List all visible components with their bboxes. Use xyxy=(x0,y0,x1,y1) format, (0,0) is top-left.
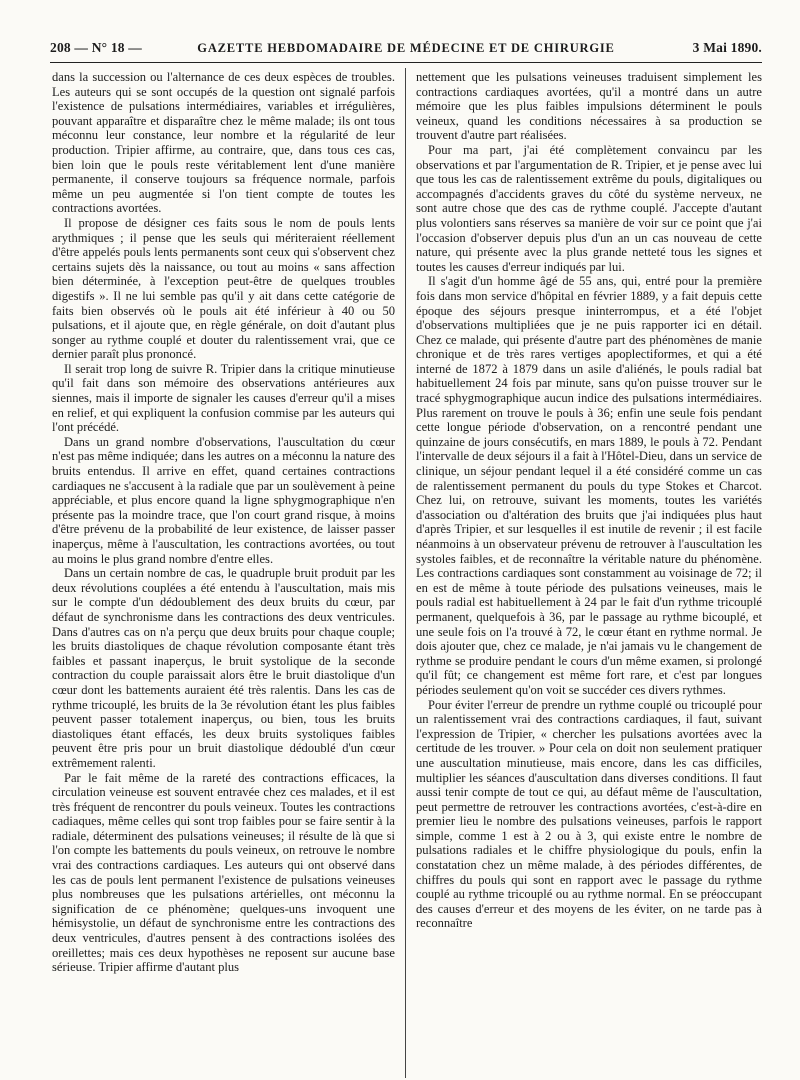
paragraph: dans la succession ou l'alternance de ces deux espèces de troubles. Les auteurs qui se sont occupés de la question ont signalé parfois l'existence de pulsations intermédiaires, variables et irrégulières, pouvant apparaître et disparaître chez le même malade; ils ont tous méconnu leur constance, leur nombre et la régularité de leur production. Tripier affirme, au contraire, que, dans tous ces cas, bien loin que le pouls reste véritablement lent d'une manière permanente, il conserve toujours sa fréquence normale, parfois même un peu augmentée si l'on tient compte de toutes les contractions avortées. xyxy=(52,70,395,216)
paragraph: Pour ma part, j'ai été complètement convaincu par les observations et par l'argumentation de R. Tripier, et je pense avec lui que tous les cas de ralentissement extrême du pouls, digitaliques ou accompagnés d'accidents graves du côté du système nerveux, ne sont autre chose que des cas de rythme couplé. J'accepte d'autant plus volontiers sans réserves sa manière de voir sur ce point que j'ai l'occasion d'observer depuis plus d'un an un cas nouveau de cette nature, qui présente avec la plus grande netteté tous les signes et toutes les causes d'erreur indiqués par lui. xyxy=(416,142,762,274)
left-column xyxy=(52,70,395,1078)
page-number-issue: 208 — N° 18 — xyxy=(50,40,142,55)
paragraph: Il serait trop long de suivre R. Tripier dans la critique minutieuse qu'il fait dans son mémoire des observations antérieures aux siennes, mais il importe de signaler les causes d'erreur qu'il a mises en relief, et qui expliquent la confusion commise par les auteurs qui l'ont précédé. xyxy=(52,361,395,435)
paragraph: Il s'agit d'un homme âgé de 55 ans, qui, entré pour la première fois dans mon service d'hôpital en février 1889, y a fait depuis cette époque des séjours presque ininterrompus, et a été l'objet d'observations multipliées que je ne puis rapporter ici en détail. Chez ce malade, qui présente d'autre part des phénomènes de manie chronique et de très rares vertiges apoplectiformes, et qui a été interné de 1872 à 1879 dans un asile d'aliénés, le pouls radial bat habituellement 24 fois par minute, sans qu'on puisse trouver sur le tracé sphygmographique aucun indice des pulsations intermédiaires. Plus rarement on trouve le pouls à 36; enfin une seule fois pendant cette longue période d'observation, on a rencontré pendant une quinzaine de jours consécutifs, en mars 1889, le pouls à 72. Pendant l'intervalle de deux séjours il a fait à l'Hôtel-Dieu, dans un service de clinique, un séjour pendant lequel il a été considéré comme un cas de ralentissement permanent du pouls du type Stokes et Charcot. Chez lui, on retrouve, suivant les moments, toutes les variétés d'association ou d'altération des bruits que j'ai indiquées plus haut d'après Tripier, et sur lesquelles il est inutile de revenir ; il est facile néanmoins à un observateur prévenu de retrouver à l'auscultation les systoles faibles, et de reconnaître la véritable nature du phénomène. Les contractions cardiaques sont constamment au voisinage de 72; il en est de même à toute période des pulsations veineuses, mais le pouls radial est habituellement à 24 par le fait d'un rythme tricouplé permanent, quelquefois à 36, par le passage au rythme bicouplé, et une seule fois on l'a trouvé à 72, le cœur étant en rythme normal. Je dois ajouter que, chez ce malade, je n'ai jamais vu le changement de rythme se produire pendant le cours d'un même examen, si prolongé qu'il fût; ce changement est même fort rare, et c'est par longues périodes seulement qu'on voit se succéder ces divers rythmes. xyxy=(416,274,762,697)
right-column xyxy=(416,70,762,1078)
paragraph: nettement que les pulsations veineuses traduisent simplement les contractions cardiaques avortées, qu'il a montré dans un autre mémoire que les plus faibles impulsions déterminent le pouls veineux, quand les conditions nécessaires à sa production se trouvent d'autre part réalisées. xyxy=(416,70,762,143)
running-header xyxy=(50,38,762,58)
paragraph: Par le fait même de la rareté des contractions efficaces, la circulation veineuse est souvent entravée chez ces malades, et il est très fréquent de rencontrer du pouls veineux. Toutes les contractions cadiaques, même celles qui sont trop faibles pour se faire sentir à la radiale, déterminent des pulsations veineuses; il résulte de là que si l'on compte les battements du pouls veineux, on retrouve le nombre vrai des contractions cardiaques. Les auteurs qui ont observé dans les cas de pouls lent permanent l'existence de pulsations veineuses plus nombreuses que les pulsations artérielles, ont méconnu la signification de ce phénomène; quelques-uns invoquent une hémisystolie, un défaut de synchronisme entre les contractions des deux ventricules, d'autres pensent à des contractions isolées des oreillettes; mais ces deux hypothèses ne reposent sur aucune base sérieuse. Tripier affirme d'autant plus xyxy=(52,770,395,975)
issue-date: 3 Mai 1890. xyxy=(692,40,762,55)
paragraph: Pour éviter l'erreur de prendre un rythme couplé ou tricouplé pour un ralentissement vrai des contractions cardiaques, il faut, suivant l'expression de Tripier, « chercher les pulsations avortées avec la certitude de les trouver. » Pour cela on doit non seulement pratiquer une auscultation minutieuse, mais encore, dans les cas difficiles, multiplier les séances d'auscultation dans diverses conditions. Il faut aussi tenir compte de tout ce qui, au défaut même de l'auscultation, peut permettre de retrouver les contractions avortées, c'est-à-dire en premier lieu le nombre des pulsations veineuses, parfois le rapport simple, comme 1 est à 2 ou à 3, qui existe entre le nombre de pulsations radiales et le chiffre physiologique du pouls, enfin la constatation chez un même malade, à des périodes différentes, de chiffres du pouls qui sont en rapport avec le passage du rythme couplé au rythme tricouplé ou au rythme normal. En se préoccupant des causes d'erreur et des moyens de les éviter, on ne tarde pas à reconnaître xyxy=(416,697,762,931)
paragraph: Dans un grand nombre d'observations, l'auscultation du cœur n'est pas même indiquée; dans les autres on a méconnu la nature des bruits entendus. Il arrive en effet, quand certaines contractions cardiaques ne s'accusent à la radiale que par un soulèvement à peine appréciable, et plus encore quand la ligne sphygmographique n'en présente pas la moindre trace, que l'on court grand risque, à moins d'être prévenu de la probabilité de leur existence, de laisser passer inaperçus, même à l'auscultation, les contractions avortées, ou tout au moins le plus grand nombre d'entre elles. xyxy=(52,434,395,566)
column-divider xyxy=(405,68,406,1078)
paragraph: Dans un certain nombre de cas, le quadruple bruit produit par les deux révolutions couplées a été entendu à l'auscultation, mais mis sur le compte d'un dédoublement des deux bruits du cœur, par défaut de synchronisme dans les contractions des deux ventricules. Dans d'autres cas on n'a perçu que deux bruits pour chaque couple; les bruits diastoliques de chaque révolution composante étant très faibles et passant inaperçus, le bruit systolique de la seconde contraction du couple paraissait alors être le bruit diastolique d'un cœur dont les battements auraient été très ralentis. Dans les cas de rythme tricouplé, les bruits de la 3e révolution étant les plus faibles peuvent passer totalement inaperçus, ou bien, tous les bruits diastoliques étant effacés, les deux bruits systoliques faibles peuvent être pris pour un bruit diastolique dédoublé d'un cœur extrêmement ralenti. xyxy=(52,566,395,770)
journal-title: GAZETTE HEBDOMADAIRE DE MÉDECINE ET DE CHIRURGIE xyxy=(197,41,615,55)
header-rule xyxy=(50,62,762,63)
paragraph: Il propose de désigner ces faits sous le nom de pouls lents arythmiques ; il pense que les seuls qui mériteraient réellement d'être appelés pouls lents permanents sont ceux qui s'observent chez certains sujets dès la naissance, ou tout au moins « sans affection bien déterminée, à l'exception peut-être de quelques troubles digestifs ». Il ne lui semble pas qu'il y ait dans cette catégorie de faits bien observés où le pouls ait été inférieur à 40 ou 50 pulsations, et il ajoute que, en règle générale, on doit d'autant plus songer au rythme couplé et douter du ralentissement vrai, que ce dernier paraît plus prononcé. xyxy=(52,215,395,362)
